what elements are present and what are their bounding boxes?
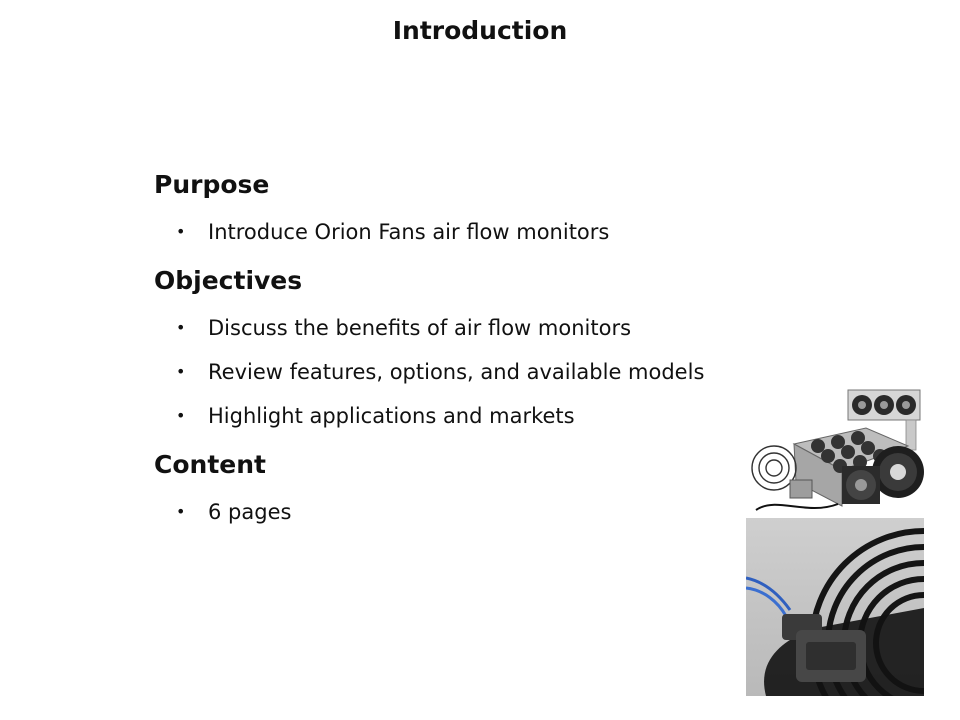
list-item: [154, 306, 794, 350]
section-heading: Content: [154, 450, 266, 479]
bullet-text: 6 pages: [208, 500, 292, 524]
list-item: [154, 210, 794, 254]
list-item: [154, 394, 794, 438]
bullet-icon: •: [176, 222, 186, 241]
bullet-icon: •: [176, 318, 186, 337]
bullet-icon: •: [176, 362, 186, 381]
fan-products-photo: [746, 384, 924, 516]
bullet-list: [154, 490, 794, 534]
slide-content: [154, 168, 794, 544]
bullet-icon: •: [176, 502, 186, 521]
list-item: [154, 350, 794, 394]
bullet-list: [154, 306, 794, 438]
square-fan-image: [842, 466, 880, 504]
bullet-text: Introduce Orion Fans air flow monitors: [208, 220, 610, 244]
slide-title: Introduction: [392, 16, 568, 45]
bullet-icon: •: [176, 406, 186, 425]
section-content: [154, 448, 794, 534]
list-item: [154, 490, 794, 534]
bullet-text: Highlight applications and markets: [208, 404, 575, 428]
bullet-list: [154, 210, 794, 254]
section-heading: Objectives: [154, 266, 303, 295]
section-heading: Purpose: [154, 170, 270, 199]
section-objectives: [154, 264, 794, 438]
airflow-sensor-photo: [746, 518, 924, 696]
bullet-text: Discuss the benefits of air flow monitors: [208, 316, 632, 340]
bullet-text: Review features, options, and available models: [208, 360, 705, 384]
section-purpose: [154, 168, 794, 254]
